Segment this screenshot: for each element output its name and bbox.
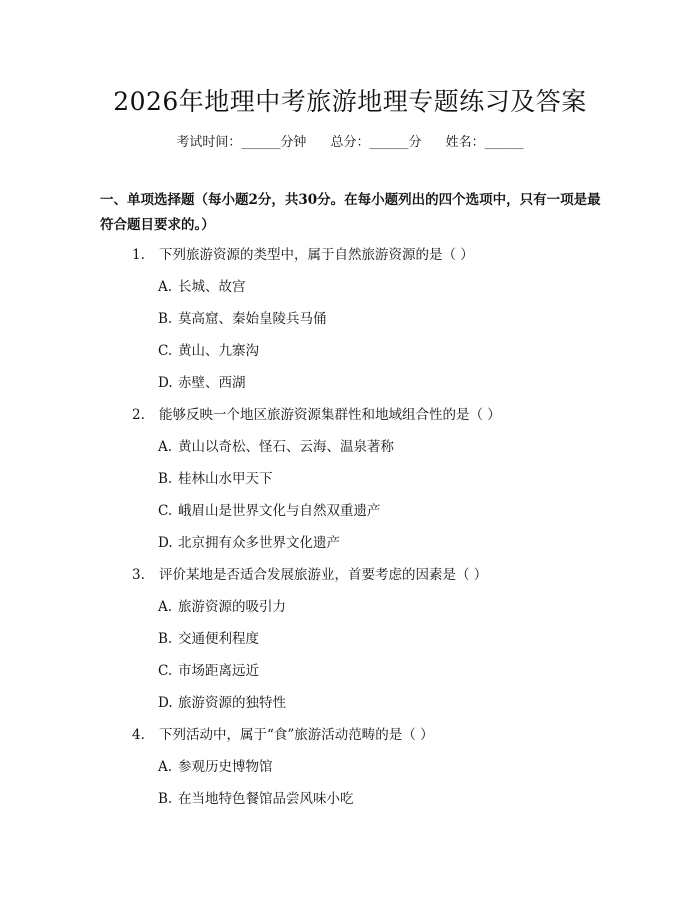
student-name-field: 姓名：______ [445,135,524,150]
question-3 [132,563,487,583]
option-letter: A. [158,439,173,455]
question-3-option-d [158,691,286,711]
question-3-option-c [158,659,259,679]
question-text: 评价某地是否适合发展旅游业，首要考虑的因素是（ ） [159,567,488,583]
question-number: 2. [132,407,145,423]
option-text: 在当地特色餐馆品尝风味小吃 [178,791,354,807]
option-text: 北京拥有众多世界文化遗产 [178,535,340,551]
question-2 [132,403,501,423]
question-1-option-b [158,307,327,327]
option-text: 长城、故宫 [178,279,246,295]
option-text: 市场距离远近 [178,663,259,679]
question-1-option-c [158,339,259,359]
exam-time-field: 考试时间：______分钟 [176,135,307,150]
option-letter: C. [158,343,173,359]
option-text: 峨眉山是世界文化与自然双重遗产 [178,503,381,519]
option-letter: A. [158,599,173,615]
option-text: 莫高窟、秦始皇陵兵马俑 [178,311,327,327]
option-text: 赤壁、西湖 [178,375,246,391]
option-letter: D. [158,375,173,391]
question-2-option-c [158,499,381,519]
question-2-option-a [158,435,394,455]
question-4-option-a [158,755,273,775]
option-letter: D. [158,695,173,711]
section-heading: 一、单项选择题（每小题2分，共30分。在每小题列出的四个选项中，只有一项是最符合题目要求的。） [100,192,601,233]
option-letter: C. [158,663,173,679]
option-letter: A. [158,759,173,775]
question-number: 3. [132,567,145,583]
question-text: 能够反映一个地区旅游资源集群性和地域组合性的是（ ） [159,407,501,423]
question-2-option-d [158,531,340,551]
question-number: 4. [132,727,145,743]
question-3-option-b [158,627,259,647]
question-4 [132,723,434,743]
page-title: 2026年地理中考旅游地理专题练习及答案 [113,87,587,116]
option-letter: B. [158,631,173,647]
exam-meta [0,131,700,150]
question-4-option-b [158,787,354,807]
option-text: 桂林山水甲天下 [178,471,273,487]
question-2-option-b [158,467,273,487]
option-letter: B. [158,311,173,327]
question-text: 下列活动中，属于“食”旅游活动范畴的是（ ） [159,727,434,743]
question-text: 下列旅游资源的类型中，属于自然旅游资源的是（ ） [159,247,474,263]
option-text: 旅游资源的独特性 [178,695,286,711]
option-letter: B. [158,791,173,807]
option-letter: B. [158,471,173,487]
option-text: 交通便利程度 [178,631,259,647]
option-text: 黄山、九寨沟 [178,343,259,359]
option-text: 黄山以奇松、怪石、云海、温泉著称 [178,439,394,455]
total-score-field: 总分：______分 [330,135,422,150]
question-1 [132,243,474,263]
option-text: 旅游资源的吸引力 [178,599,286,615]
question-1-option-a [158,275,246,295]
option-letter: C. [158,503,173,519]
question-1-option-d [158,371,246,391]
option-text: 参观历史博物馆 [178,759,273,775]
option-letter: A. [158,279,173,295]
option-letter: D. [158,535,173,551]
question-3-option-a [158,595,286,615]
question-number: 1. [132,247,145,263]
